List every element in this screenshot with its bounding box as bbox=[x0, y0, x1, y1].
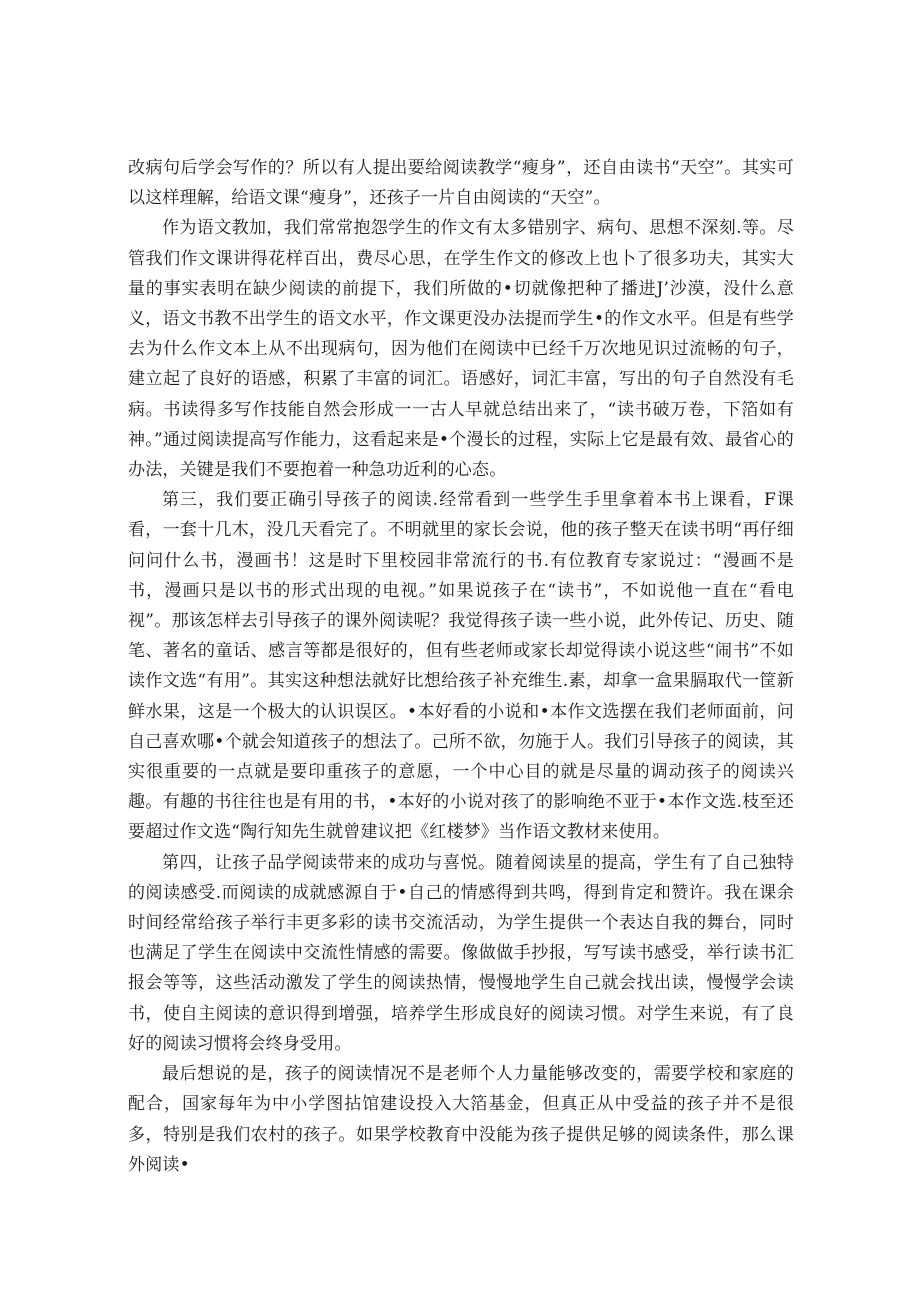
paragraph-guide-reading: 第三，我们要正确引导孩子的阅读.经常看到一些学生手里拿着本书上课看，F课看，一套十几木，没几天看完了。不明就里的家长会说，他的孩子整天在读书明“再仔细问问什么书，漫画书！这是时下里校园非常流行的书.有位教育专家说过：“漫画不是书，漫画只是以书的形式出现的电视。”如果说孩子在“读书”，不如说他一直在“看电视”。那该怎样去引导孩子的课外阅读呢？我觉得孩子读一些小说，此外传记、历史、随笔、著名的童话、感言等都是很好的，但有些老师或家长却觉得读小说这些“闹书”不如读作文选“有用”。其实这种想法就好比想给孩子补充维生.素，却拿一盒果膈取代一筐新鲜水果，这是一个极大的认识误区。•本好看的小说和•本作文选摆在我们老师面前，问自己喜欢哪•个就会知道孩子的想法了。己所不欲，勿施于人。我们引导孩子的阅读，其实很重要的一点就是要印重孩子的意愿，一个中心目的就是尽量的调动孩子的阅读兴趣。有趣的书往往也是有用的书，•本好的小说对孩了的影响绝不亚于•本作文选.枝至还要超过作文选“陶行知先生就曾建议把《红楼梦》当作语文教材来使用。 bbox=[128, 490, 794, 843]
document-page bbox=[128, 153, 794, 1180]
paragraph-continuation: 改病句后学会写作的？所以有人提出要给阅读教学“瘦身”，还自由读书“天空”。其实可以这样理解，给语文课“瘦身”，还孩子一片自由阅读的“天空”。 bbox=[128, 158, 794, 209]
paragraph-writing-skills: 作为语文教加，我们常常抱怨学生的作文有太多错别字、病句、思想不深刻.等。尽管我们作文课讲得花样百出，费尽心思，在学生作文的修改上也卜了很多功夫，其实大量的事实表明在缺少阅读的前提下，我们所做的•切就像把种了播进J’沙漠，没什么意义，语文书教不出学生的语文水平，作文课更没办法提而学生•的作文水平。但是有些学去为什么作文本上从不出现病句，因为他们在阅读中已经千万次地见识过流畅的句子，建立起了良好的语感，积累了丰富的词汇。语感好，词汇丰富，写出的句子自然没有毛病。书读得多写作技能自然会形成一一古人早就总结出来了，“读书破万卷，下箔如有神。”通过阅读提高写作能力，这看起来是•个漫长的过程，实际上它是最有效、最省心的办法，关键是我们不要抱着一种急功近利的心态。 bbox=[128, 218, 794, 481]
paragraph-reading-joy: 第四，让孩子品学阅读带来的成功与喜悦。随着阅读星的提高，学生有了自己独特的阅读感受.而阅读的成就感源自于•自己的情感得到共鸣，得到肯定和赞许。我在课余时间经常给孩子举行丰更多彩的读书交流活动，为学生提供一个表达自我的舞台，同时也满足了学生在阅读中交流性情感的需要。像做做手抄报，写写读书感受，举行读书汇报会等等，这些活动激发了学生的阅读热情，慢慢地学生自己就会找出读，慢慢学会读书，使自主阅读的意识得到增强，培养学生形成良好的阅读习惯。对学生来说，有了良好的阅读习惯将会终身受用。 bbox=[128, 852, 794, 1054]
paragraph-conclusion: 最后想说的是，孩子的阅读情况不是老师个人力量能够改变的，需要学校和家庭的配合，国家每年为中小学图拈馆建设投入大箔基金，但真正从中受益的孩子并不是很多，特别是我们农村的孩子。如果学校教育中没能为孩子提供足够的阅读条件，那么课外阅读• bbox=[128, 1064, 794, 1175]
